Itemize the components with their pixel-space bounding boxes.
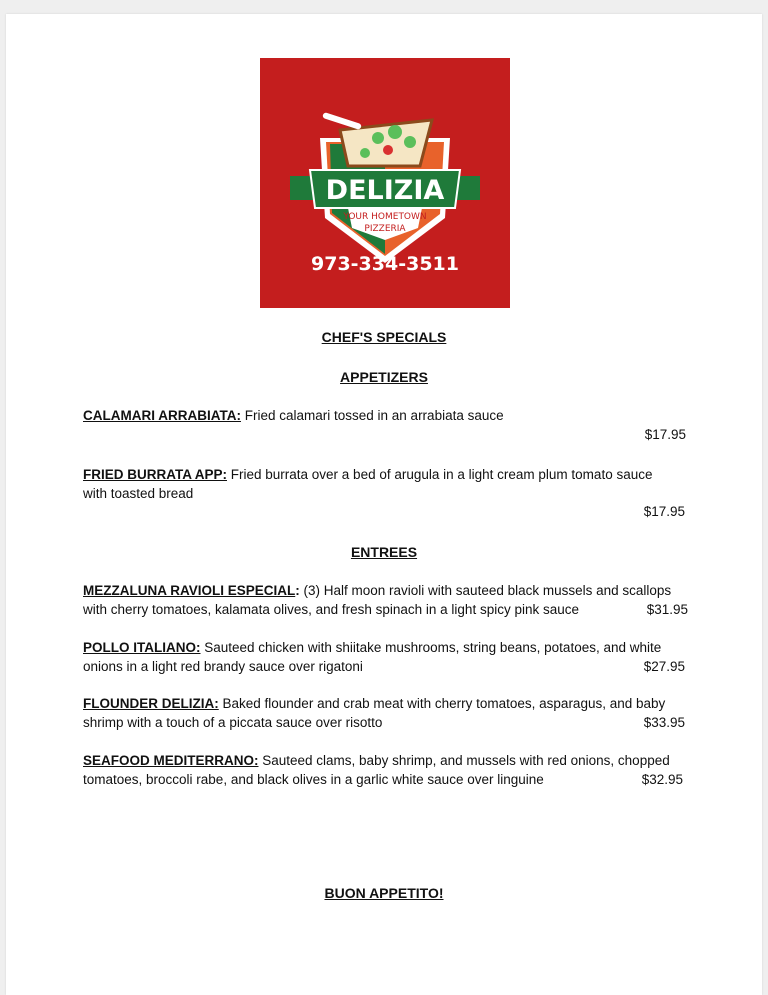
entree-item (83, 582, 688, 619)
item-price: $31.95 (646, 601, 688, 617)
item-name: MEZZALUNA RAVIOLI ESPECIAL (83, 583, 296, 598)
item-price: $17.95 (643, 504, 685, 519)
item-description: Baked flounder and crab meat with cherry tomatoes, asparagus, and baby (218, 696, 666, 711)
item-name: SEAFOOD MEDITERRANO: (83, 753, 259, 768)
item-price: $27.95 (643, 658, 685, 674)
item-description: Sauteed clams, baby shrimp, and mussels with red onions, chopped (258, 753, 670, 768)
logo-tagline-2: PIZZERIA (364, 224, 406, 234)
entree-item (83, 752, 683, 789)
item-description-cont: onions in a light red brandy sauce over rigatoni (83, 658, 363, 674)
item-description-cont: with toasted bread (83, 485, 194, 501)
item-name-colon: : (295, 583, 300, 598)
item-price: $17.95 (644, 426, 686, 442)
item-description-cont: with cherry tomatoes, kalamata olives, and fresh spinach in a light spicy pink sauce (83, 601, 579, 617)
item-description: Fried burrata over a bed of arugula in a light cream plum tomato sauce (227, 467, 653, 482)
item-description: Fried calamari tossed in an arrabiata sauce (240, 408, 504, 423)
logo-tagline-1: YOUR HOMETOWN (343, 212, 427, 222)
logo-brand: DELIZIA (325, 175, 445, 206)
logo-phone: 973-334-3511 (311, 253, 459, 275)
entree-item (83, 695, 685, 732)
item-name: POLLO ITALIANO: (83, 640, 201, 655)
entree-item (83, 639, 685, 676)
appetizer-item (83, 407, 686, 444)
appetizers-heading: APPETIZERS (340, 369, 428, 385)
item-description-cont: tomatoes, broccoli rabe, and black olives in a garlic white sauce over linguine (83, 771, 544, 787)
item-description: Sauteed chicken with shiitake mushrooms, string beans, potatoes, and white (200, 640, 662, 655)
item-description: (3) Half moon ravioli with sauteed black mussels and scallops (299, 583, 672, 598)
item-name: FRIED BURRATA APP: (83, 467, 227, 482)
item-description-cont: shrimp with a touch of a piccata sauce over risotto (83, 714, 383, 730)
closing-heading: BUON APPETITO! (324, 885, 444, 901)
item-price: $32.95 (641, 771, 683, 787)
logo-graphic (260, 58, 510, 308)
appetizer-item (83, 466, 685, 522)
delizia-logo (260, 58, 510, 308)
item-name: CALAMARI ARRABIATA: (83, 408, 241, 423)
item-name: FLOUNDER DELIZIA: (83, 696, 219, 711)
entrees-heading: ENTREES (350, 544, 418, 560)
item-price: $33.95 (643, 714, 685, 730)
chefs-specials-heading: CHEF'S SPECIALS (321, 329, 447, 345)
